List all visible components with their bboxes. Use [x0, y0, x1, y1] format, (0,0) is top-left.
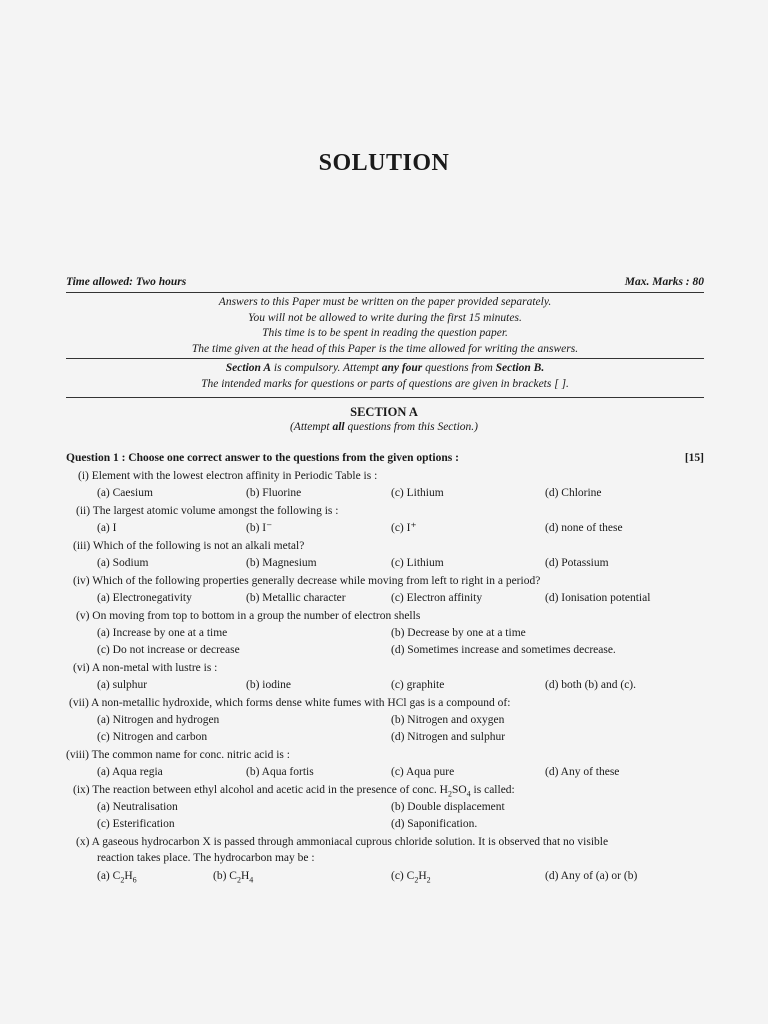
time-allowed: Time allowed: Two hours [66, 276, 187, 288]
answer-option: (c) Nitrogen and carbon [97, 731, 208, 743]
max-marks: Max. Marks : 80 [624, 276, 704, 288]
answer-option: (c) Lithium [391, 557, 444, 569]
answer-option: (c) Esterification [97, 818, 175, 830]
subscript: 2 [447, 789, 452, 799]
answer-option: (b) iodine [246, 679, 292, 691]
answer-option: (d) Any of these [545, 766, 620, 778]
question-label: Question 1 : Choose one correct answer to the questions from the given options : [66, 452, 459, 464]
option-text: H [418, 870, 427, 882]
question-item: (v) On moving from top to bottom in a group the number of electron shells [76, 610, 421, 622]
answer-option [391, 869, 431, 884]
answer-option: (b) Aqua fortis [246, 766, 314, 778]
answer-option: (b) Magnesium [246, 557, 317, 569]
question-item [73, 783, 515, 798]
instruction-line: Answers to this Paper must be written on the paper provided separately. [218, 296, 552, 308]
answer-option: (b) I⁻ [246, 522, 273, 534]
subscript: 2 [120, 875, 125, 885]
answer-option: (d) Potassium [545, 557, 609, 569]
instruction-emphasis: any four [381, 362, 423, 374]
answer-option: (a) sulphur [97, 679, 148, 691]
instruction-text: is compulsory. Attempt [271, 362, 382, 374]
section-note-text: questions from this Section.) [344, 421, 479, 433]
instruction-text: questions from [422, 362, 496, 374]
section-note-text: (Attempt [289, 421, 333, 433]
answer-option: (d) Sometimes increase and sometimes decrease. [391, 644, 616, 656]
divider [66, 397, 704, 398]
question-item-continued: reaction takes place. The hydrocarbon may be : [97, 852, 315, 864]
answer-option: (d) Nitrogen and sulphur [391, 731, 506, 743]
section-instructions [66, 361, 704, 392]
question-item: (i) Element with the lowest electron affinity in Periodic Table is : [78, 470, 378, 482]
answer-option: (d) Saponification. [391, 818, 478, 830]
answer-option: (d) Chlorine [545, 487, 602, 499]
option-text: (c) C [391, 870, 415, 882]
answer-option: (a) I [97, 522, 117, 534]
question-text: SO [451, 784, 467, 796]
instructions-block [66, 295, 704, 357]
answer-option: (c) I⁺ [391, 522, 417, 534]
answer-option: (a) Nitrogen and hydrogen [97, 714, 220, 726]
answer-option: (a) Aqua regia [97, 766, 163, 778]
answer-option: (d) Ionisation potential [545, 592, 651, 604]
instruction-line [66, 361, 704, 377]
answer-option: (c) Lithium [391, 487, 444, 499]
subscript: 4 [466, 789, 471, 799]
answer-option [213, 869, 253, 884]
answer-option: (d) Any of (a) or (b) [545, 870, 638, 882]
answer-option: (b) Decrease by one at a time [391, 627, 526, 639]
option-text: (a) C [97, 870, 121, 882]
question-item: (viii) The common name for conc. nitric acid is : [66, 749, 290, 761]
answer-option: (c) Do not increase or decrease [97, 644, 240, 656]
subscript: 4 [249, 875, 254, 885]
page-title: SOLUTION [318, 150, 450, 176]
question-text: (ix) The reaction between ethyl alcohol and acetic acid in the presence of conc. H [73, 784, 448, 796]
answer-option: (c) graphite [391, 679, 445, 691]
answer-option: (c) Electron affinity [391, 592, 483, 604]
divider [66, 358, 704, 359]
question-heading [66, 452, 704, 464]
answer-option: (b) Double displacement [391, 801, 505, 813]
option-text: (b) C [213, 870, 237, 882]
question-item: (vii) A non-metallic hydroxide, which forms dense white fumes with HCl gas is a compound of: [69, 697, 511, 709]
section-note [0, 421, 768, 433]
answer-option [97, 869, 137, 884]
answer-option: (a) Electronegativity [97, 592, 192, 604]
answer-option: (a) Increase by one at a time [97, 627, 228, 639]
answer-option: (a) Neutralisation [97, 801, 178, 813]
instruction-line: The intended marks for questions or parts of questions are given in brackets [ ]. [201, 377, 569, 390]
instruction-line: You will not be allowed to write during the first 15 minutes. [248, 311, 522, 324]
answer-option: (b) Nitrogen and oxygen [391, 714, 505, 726]
answer-option: (a) Sodium [97, 557, 149, 569]
instruction-emphasis: Section A [225, 362, 272, 374]
question-item: (iii) Which of the following is not an alkali metal? [73, 540, 305, 552]
subscript: 6 [132, 875, 137, 885]
answer-option: (b) Fluorine [246, 487, 302, 499]
instruction-line: The time given at the head of this Paper is the time allowed for writing the answers. [191, 342, 579, 355]
answer-option: (a) Caesium [97, 487, 153, 499]
subscript: 2 [236, 875, 241, 885]
option-text: H [124, 870, 133, 882]
question-item: (vi) A non-metal with lustre is : [73, 662, 218, 674]
answer-option: (c) Aqua pure [391, 766, 455, 778]
question-item: (ii) The largest atomic volume amongst the following is : [76, 505, 339, 517]
instruction-line: This time is to be spent in reading the question paper. [262, 327, 508, 339]
question-text: is called: [470, 784, 515, 796]
divider [66, 292, 704, 293]
answer-option: (d) both (b) and (c). [545, 679, 637, 691]
subscript: 2 [426, 875, 431, 885]
option-text: H [240, 870, 250, 882]
subscript: 2 [414, 875, 419, 885]
section-title: SECTION A [350, 405, 418, 419]
question-marks: [15] [684, 452, 704, 464]
question-item: (iv) Which of the following properties generally decrease while moving from left to right in a period? [73, 575, 541, 587]
answer-option: (d) none of these [545, 522, 623, 534]
instruction-emphasis: Section B. [495, 362, 545, 374]
question-item: (x) A gaseous hydrocarbon X is passed through ammoniacal cuprous chloride solution. It is observed that no visible [76, 836, 609, 848]
section-note-emphasis: all [332, 421, 345, 433]
answer-option: (b) Metallic character [246, 592, 346, 604]
